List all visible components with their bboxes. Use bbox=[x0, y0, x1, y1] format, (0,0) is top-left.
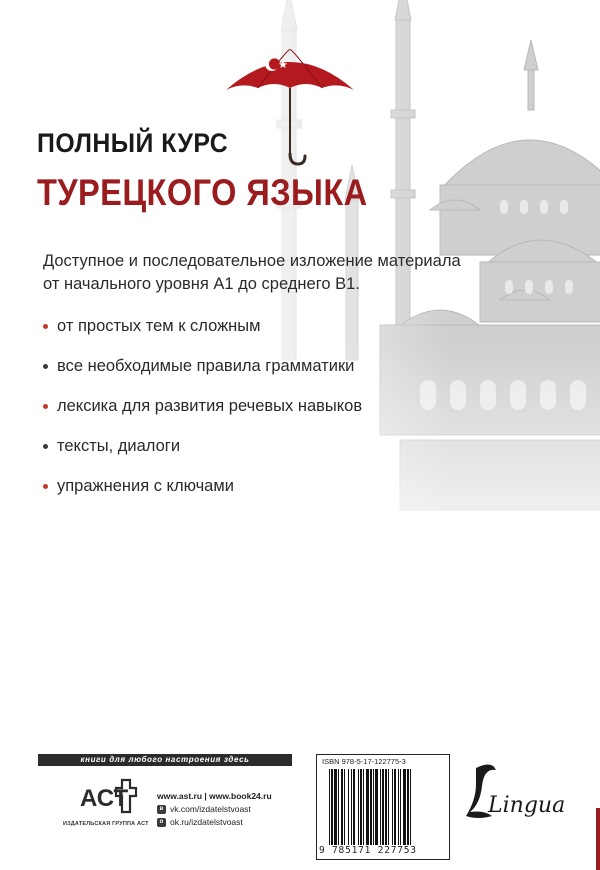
turkish-flag-umbrella-icon bbox=[220, 42, 360, 167]
isbn-number: ISBN 978-5-17-122775-3 bbox=[322, 757, 406, 766]
publisher-slogan: книги для любого настроения здесь bbox=[38, 754, 292, 766]
bullet-dot-icon bbox=[43, 324, 48, 329]
list-item: от простых тем к сложным bbox=[43, 315, 362, 355]
list-item: упражнения с ключами bbox=[43, 475, 362, 515]
intro-paragraph bbox=[43, 250, 473, 296]
red-edge-stripe bbox=[596, 808, 600, 870]
barcode-bars bbox=[329, 769, 441, 845]
vk-icon: в bbox=[157, 805, 166, 814]
list-item: тексты, диалоги bbox=[43, 435, 362, 475]
vk-link[interactable]: в vk.com/izdatelstvoast bbox=[157, 803, 272, 816]
intro-line-1: Доступное и последовательное изложение материала bbox=[43, 252, 461, 270]
title-line-2: ТУРЕЦКОГО ЯЗЫКА bbox=[37, 172, 368, 213]
bullet-dot-icon bbox=[43, 444, 48, 449]
lingua-logo-icon bbox=[462, 760, 574, 824]
lingua-logo-text: Lingua bbox=[488, 793, 566, 818]
bullet-dot-icon bbox=[43, 364, 48, 369]
publisher-caption: ИЗДАТЕЛЬСКАЯ ГРУППА АСТ bbox=[63, 821, 149, 827]
ast-logo-icon bbox=[78, 776, 138, 816]
intro-line-2: от начального уровня A1 до среднего B1. bbox=[43, 275, 360, 293]
isbn-barcode bbox=[316, 754, 450, 860]
ast-logo-text: АСТ bbox=[80, 785, 129, 812]
bullet-dot-icon bbox=[43, 404, 48, 409]
list-item: лексика для развития речевых навыков bbox=[43, 395, 362, 435]
bullet-dot-icon bbox=[43, 484, 48, 489]
title-line-1: ПОЛНЫЙ КУРС bbox=[37, 128, 229, 158]
list-item: все необходимые правила грамматики bbox=[43, 355, 362, 395]
barcode-digits: 9 785171 227753 bbox=[319, 845, 417, 856]
publisher-links bbox=[157, 790, 272, 829]
website-links[interactable]: www.ast.ru | www.book24.ru bbox=[157, 791, 272, 801]
feature-list bbox=[43, 315, 362, 515]
ok-link[interactable]: о ok.ru/izdatelstvoast bbox=[157, 816, 272, 829]
ok-icon: о bbox=[157, 818, 166, 827]
